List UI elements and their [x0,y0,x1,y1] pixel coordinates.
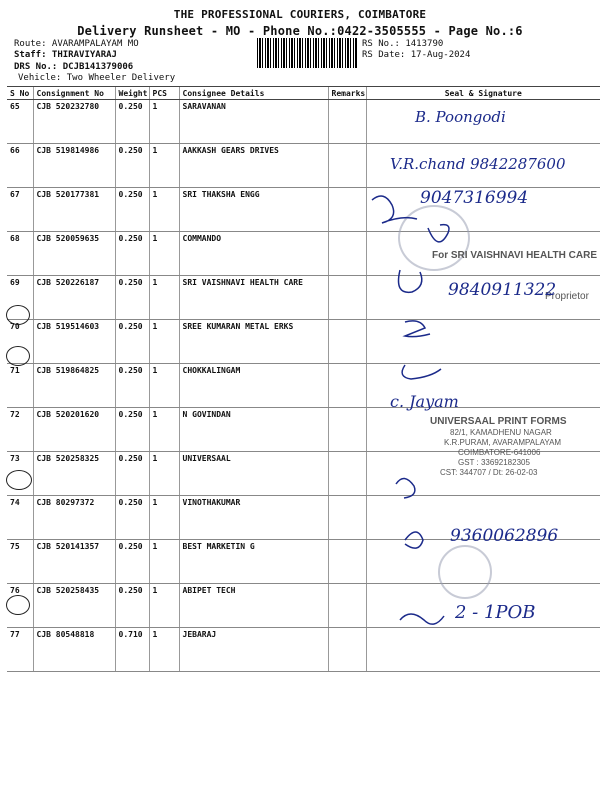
row-pcs: 1 [149,408,179,452]
row-weight: 0.250 [115,496,149,540]
row-pcs: 1 [149,100,179,144]
drs-label: DRS No.: DCJB141379006 [14,62,134,72]
row-weight: 0.250 [115,452,149,496]
signature: 2 - 1POB [455,602,536,623]
row-pcs: 1 [149,364,179,408]
staff-label: Staff: THIRAVIYARAJ [14,50,117,60]
row-pcs: 1 [149,232,179,276]
universal-stamp-line: K.R.PURAM, AVARAMPALAYAM [444,438,562,447]
vehicle-label: Vehicle: Two Wheeler Delivery [18,73,176,83]
row-pcs: 1 [149,144,179,188]
row-consignee: UNIVERSAAL [179,452,328,496]
row-sno: 65 [7,100,33,144]
row-sno: 76 [7,584,33,628]
signature: 9840911322 [448,280,557,300]
row-pcs: 1 [149,628,179,672]
row-pcs: 1 [149,276,179,320]
proprietor-stamp: Proprietor [545,291,589,302]
row-consignment-no: CJB 80548818 [33,628,115,672]
row-consignment-no: CJB 80297372 [33,496,115,540]
row-weight: 0.250 [115,364,149,408]
rs-number: RS No.: 1413790 [362,39,444,49]
row-consignee: VINOTHAKUMAR [179,496,328,540]
universal-stamp-line: GST : 33692182305 [458,458,530,467]
signature: 9360062896 [450,526,559,546]
vaishnavi-stamp: For SRI VAISHNAVI HEALTH CARE [432,250,598,261]
rs-date: RS Date: 17-Aug-2024 [362,50,471,60]
row-consignee: N GOVINDAN [179,408,328,452]
row-sno: 66 [7,144,33,188]
row-weight: 0.710 [115,628,149,672]
row-pcs: 1 [149,584,179,628]
row-pcs: 1 [149,188,179,232]
company-title: THE PROFESSIONAL COURIERS, COIMBATORE [173,8,427,21]
row-consignment-no: CJB 519814986 [33,144,115,188]
universal-stamp-line: CST: 344707 / Dt: 26-02-03 [440,468,538,477]
row-sno: 77 [7,628,33,672]
row-sno: 74 [7,496,33,540]
row-weight: 0.250 [115,144,149,188]
row-consignee: SARAVANAN [179,100,328,144]
universal-stamp-line: COIMBATORE-641006 [458,448,541,457]
row-weight: 0.250 [115,100,149,144]
row-consignment-no: CJB 520141357 [33,540,115,584]
universal-stamp-line: 82/1, KAMADHENU NAGAR [450,428,552,437]
row-consignee: BEST MARKETIN G [179,540,328,584]
row-sno: 69 [7,276,33,320]
row-consignee: SRI VAISHNAVI HEALTH CARE [179,276,328,320]
signature: V.R.chand 9842287600 [390,155,566,173]
row-consignee: COMMANDO [179,232,328,276]
row-consignment-no: CJB 520226187 [33,276,115,320]
universal-stamp-name: UNIVERSAAL PRINT FORMS [430,416,567,427]
row-consignee: JEBARAJ [179,628,328,672]
row-consignee: SRI THAKSHA ENGG [179,188,328,232]
col-pcs: PCS [149,87,179,100]
row-weight: 0.250 [115,276,149,320]
col-remarks: Remarks [328,87,366,100]
row-pcs: 1 [149,452,179,496]
row-sno: 73 [7,452,33,496]
row-sno: 67 [7,188,33,232]
row-pcs: 1 [149,540,179,584]
row-weight: 0.250 [115,320,149,364]
row-weight: 0.250 [115,584,149,628]
row-sno: 75 [7,540,33,584]
row-sno: 68 [7,232,33,276]
row-consignment-no: CJB 520258325 [33,452,115,496]
row-sno: 71 [7,364,33,408]
row-consignment-no: CJB 520201620 [33,408,115,452]
runsheet-subtitle: Delivery Runsheet - MO - Phone No.:0422-3505555 - Page No.:6 [77,24,523,38]
col-consignee: Consignee Details [179,87,328,100]
row-consignee: CHOKKALINGAM [179,364,328,408]
row-weight: 0.250 [115,540,149,584]
col-weight: Weight [115,87,149,100]
row-consignment-no: CJB 520177381 [33,188,115,232]
col-sno: S No [7,87,33,100]
signature: c. Jayam [390,392,459,411]
row-consignee: AAKKASH GEARS DRIVES [179,144,328,188]
row-sno: 72 [7,408,33,452]
row-consignment-no: CJB 520059635 [33,232,115,276]
row-pcs: 1 [149,320,179,364]
row-consignment-no: CJB 520258435 [33,584,115,628]
row-weight: 0.250 [115,408,149,452]
row-consignee: ABIPET TECH [179,584,328,628]
row-sno: 70 [7,320,33,364]
row-consignment-no: CJB 519514603 [33,320,115,364]
row-consignment-no: CJB 519864825 [33,364,115,408]
row-weight: 0.250 [115,188,149,232]
col-signature: Seal & Signature [366,87,600,100]
signature: 9047316994 [420,188,529,208]
route-label: Route: AVARAMPALAYAM MO [14,39,139,49]
row-consignee: SREE KUMARAN METAL ERKS [179,320,328,364]
row-pcs: 1 [149,496,179,540]
row-weight: 0.250 [115,232,149,276]
col-consignment: Consignment No [33,87,115,100]
row-consignment-no: CJB 520232780 [33,100,115,144]
signature: B. Poongodi [415,108,506,126]
